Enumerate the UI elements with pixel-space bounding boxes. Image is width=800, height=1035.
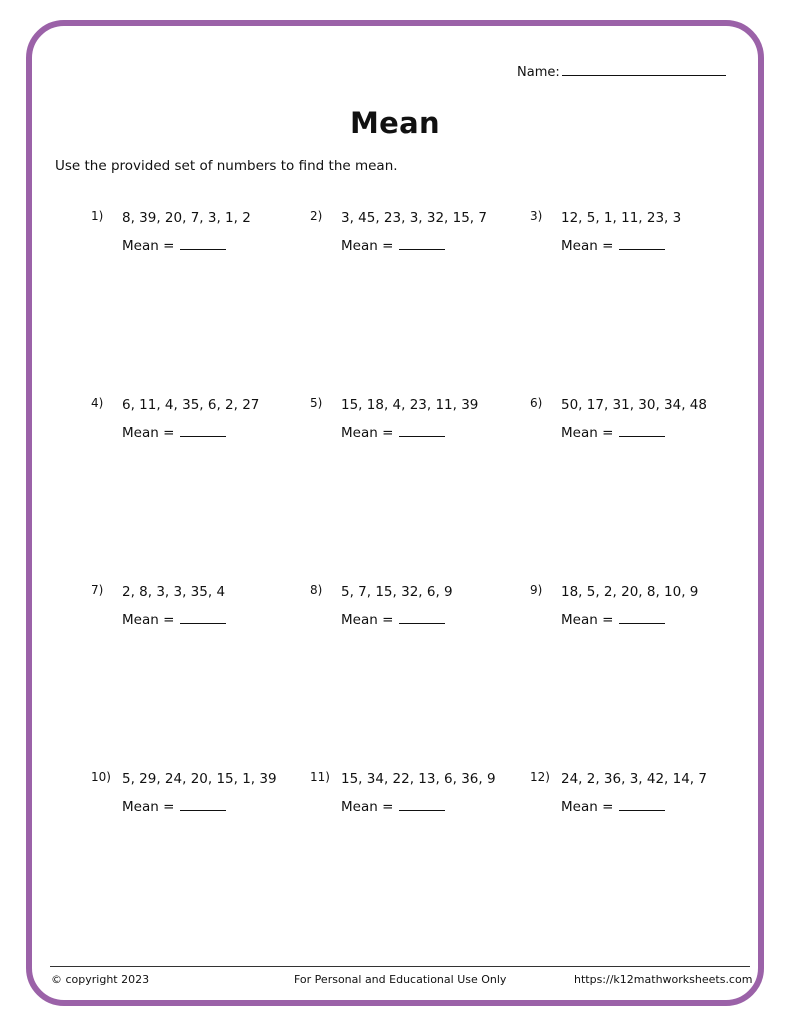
problem-11: [310, 770, 525, 830]
name-label: Name:: [517, 65, 560, 80]
problem-values: 15, 34, 22, 13, 6, 36, 9: [341, 771, 496, 787]
answer-blank: [619, 609, 665, 624]
footer-website: https://k12mathworksheets.com: [574, 973, 753, 986]
answer-blank: [180, 796, 226, 811]
problem-number: 2): [310, 209, 323, 223]
mean-label: Mean =: [122, 612, 175, 628]
mean-label: Mean =: [122, 238, 175, 254]
mean-answer: [122, 235, 226, 254]
problem-values: 12, 5, 1, 11, 23, 3: [561, 210, 682, 226]
problem-values: 5, 29, 24, 20, 15, 1, 39: [122, 771, 277, 787]
mean-label: Mean =: [561, 612, 614, 628]
problem-8: [310, 583, 525, 643]
mean-label: Mean =: [561, 238, 614, 254]
mean-answer: [561, 609, 665, 628]
problem-12: [530, 770, 745, 830]
problem-2: [310, 209, 525, 269]
answer-blank: [399, 796, 445, 811]
problem-values: 6, 11, 4, 35, 6, 2, 27: [122, 397, 260, 413]
answer-blank: [619, 422, 665, 437]
name-field: [517, 62, 726, 80]
problem-number: 10): [91, 770, 111, 784]
problem-number: 7): [91, 583, 104, 597]
problem-number: 9): [530, 583, 543, 597]
problem-9: [530, 583, 745, 643]
problem-7: [91, 583, 306, 643]
problem-number: 5): [310, 396, 323, 410]
problem-values: 2, 8, 3, 3, 35, 4: [122, 584, 226, 600]
worksheet-title: Mean: [350, 106, 440, 140]
footer-usage-note: For Personal and Educational Use Only: [294, 973, 507, 986]
mean-answer: [341, 422, 445, 441]
mean-answer: [561, 235, 665, 254]
footer-divider: [50, 966, 750, 967]
problem-values: 24, 2, 36, 3, 42, 14, 7: [561, 771, 707, 787]
answer-blank: [619, 796, 665, 811]
problem-number: 12): [530, 770, 550, 784]
mean-label: Mean =: [561, 799, 614, 815]
problem-number: 4): [91, 396, 104, 410]
mean-label: Mean =: [341, 799, 394, 815]
mean-answer: [341, 609, 445, 628]
problem-values: 5, 7, 15, 32, 6, 9: [341, 584, 453, 600]
answer-blank: [180, 609, 226, 624]
mean-answer: [561, 422, 665, 441]
mean-label: Mean =: [341, 238, 394, 254]
mean-label: Mean =: [122, 425, 175, 441]
problem-number: 11): [310, 770, 330, 784]
footer-copyright: © copyright 2023: [51, 973, 150, 986]
mean-label: Mean =: [341, 612, 394, 628]
problem-values: 15, 18, 4, 23, 11, 39: [341, 397, 479, 413]
answer-blank: [619, 235, 665, 250]
mean-answer: [341, 796, 445, 815]
problem-number: 6): [530, 396, 543, 410]
problem-10: [91, 770, 306, 830]
problem-values: 8, 39, 20, 7, 3, 1, 2: [122, 210, 251, 226]
answer-blank: [180, 235, 226, 250]
answer-blank: [180, 422, 226, 437]
problem-values: 3, 45, 23, 3, 32, 15, 7: [341, 210, 487, 226]
name-blank: [562, 62, 726, 76]
problem-number: 8): [310, 583, 323, 597]
mean-answer: [122, 796, 226, 815]
mean-label: Mean =: [341, 425, 394, 441]
problem-1: [91, 209, 306, 269]
problem-number: 3): [530, 209, 543, 223]
mean-label: Mean =: [122, 799, 175, 815]
problem-4: [91, 396, 306, 456]
answer-blank: [399, 422, 445, 437]
mean-answer: [341, 235, 445, 254]
instructions: Use the provided set of numbers to find the mean.: [55, 158, 398, 174]
problem-6: [530, 396, 745, 456]
answer-blank: [399, 235, 445, 250]
mean-answer: [122, 422, 226, 441]
problem-3: [530, 209, 745, 269]
mean-label: Mean =: [561, 425, 614, 441]
answer-blank: [399, 609, 445, 624]
mean-answer: [561, 796, 665, 815]
problem-values: 50, 17, 31, 30, 34, 48: [561, 397, 707, 413]
problem-5: [310, 396, 525, 456]
problem-number: 1): [91, 209, 104, 223]
problem-values: 18, 5, 2, 20, 8, 10, 9: [561, 584, 699, 600]
mean-answer: [122, 609, 226, 628]
